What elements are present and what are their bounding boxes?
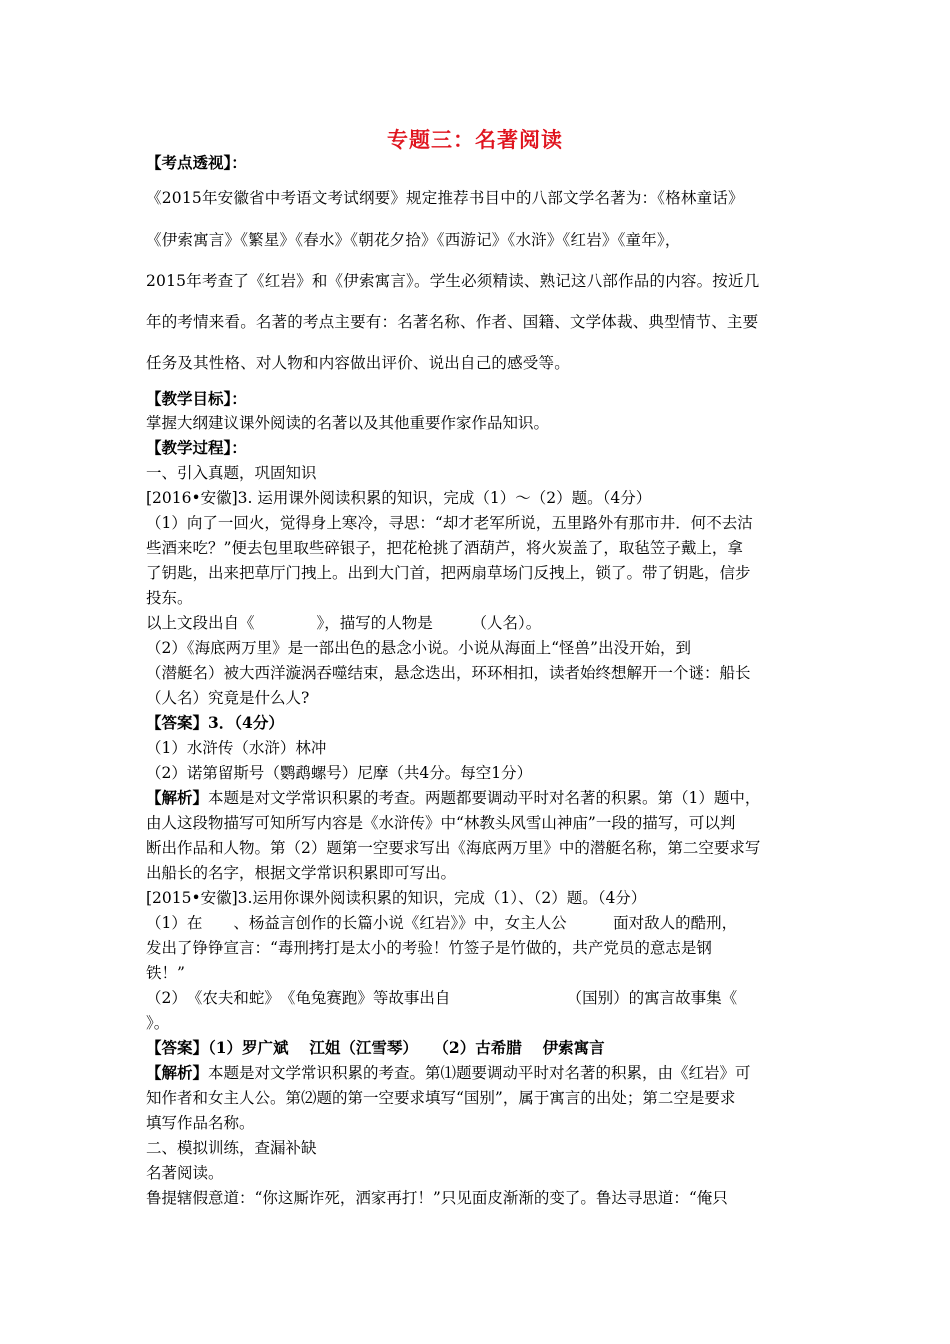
paragraph-line: （人名）究竟是什么人?	[146, 689, 310, 707]
section-heading-exam-points: 【考点透视】：	[146, 153, 247, 172]
question-header-2016: [2016•安徽]3. 运用课外阅读积累的知识，完成（1）～（2）题。（4分）	[146, 489, 652, 507]
inline-heading: 【解析】	[146, 788, 209, 807]
paragraph-line: 《伊索寓言》《繁星》《春水》《朝花夕拾》《西游记》《水浒》《红岩》《童年》，	[146, 231, 681, 249]
analysis-line: 【解析】本题是对文学常识积累的考查。两题都要调动平时对名著的积累。第（1）题中，	[146, 788, 761, 807]
answer-heading: 【答案】3．（4分）	[146, 713, 284, 732]
paragraph-line: 知作者和女主人公。第⑵题的第一空要求填写“国别”，属于寓言的出处；第二空是要求	[146, 1089, 736, 1107]
question-header-2015: [2015•安徽]3.运用你课外阅读积累的知识，完成（1）、（2）题。（4分）	[146, 889, 647, 907]
paragraph-line: 以上文段出自《 》，描写的人物是 （人名）。	[146, 614, 542, 632]
paragraph-line: 了钥匙，出来把草厅门拽上。出到大门首，把两扇草场门反拽上，锁了。带了钥匙，信步	[146, 564, 751, 582]
paragraph-line: （1）向了一回火，觉得身上寒冷，寻思：“却才老军所说，五里路外有那市井．何不去沽	[146, 514, 753, 532]
section-heading-teaching-goals: 【教学目标】：	[146, 389, 247, 408]
paragraph-line: 投东。	[146, 589, 193, 607]
paragraph-line: 年的考情来看。名著的考点主要有：名著名称、作者、国籍、文学体裁、典型情节、主要	[146, 313, 759, 331]
paragraph-line: 二、模拟训练，查漏补缺	[146, 1139, 317, 1157]
paragraph-line: 出船长的名字，根据文学常识积累即可写出。	[146, 864, 457, 882]
paragraph-line: 填写作品名称。	[146, 1114, 255, 1132]
answer-line: 【答案】（1）罗广斌 江姐（江雪琴） （2）古希腊 伊索寓言	[146, 1038, 605, 1057]
paragraph-line: 一、引入真题，巩固知识	[146, 464, 317, 482]
paragraph-line: （2） 《农夫和蛇》 《龟兔赛跑》等故事出自 （国别）的寓言故事集《	[146, 989, 738, 1007]
paragraph-line: 鲁提辖假意道：“你这厮诈死，洒家再打！”只见面皮渐渐的变了。鲁达寻思道：“俺只	[146, 1189, 728, 1207]
paragraph-line: 掌握大纲建议课外阅读的名著以及其他重要作家作品知识。	[146, 414, 550, 432]
paragraph-line: 发出了铮铮宣言：“毒刑拷打是太小的考验！竹签子是竹做的，共产党员的意志是钢	[146, 939, 712, 957]
page-title: 专题三：名著阅读	[387, 128, 563, 152]
paragraph-line: 铁！”	[146, 964, 185, 982]
paragraph-line: 任务及其性格、对人物和内容做出评价、说出自己的感受等。	[146, 354, 570, 372]
paragraph-line: 》。	[146, 1014, 170, 1032]
paragraph-line: （1）水浒传（水浒）林冲	[146, 739, 327, 757]
paragraph-line: （1）在 、杨益言创作的长篇小说《红岩》》中，女主人公 面对敌人的酷刑，	[146, 914, 738, 932]
paragraph-line: （2）《海底两万里》是一部出色的悬念小说。小说从海面上“怪兽”出没开始，到	[146, 639, 691, 657]
paragraph-line: （2）诺第留斯号（鹦鹉螺号）尼摩（共4分。每空1分）	[146, 764, 533, 782]
paragraph-line: 断出作品和人物。第（2）题第一空要求写出《海底两万里》中的潜艇名称，第二空要求写	[146, 839, 761, 857]
inline-heading: 【解析】	[146, 1063, 209, 1082]
paragraph-line: 名著阅读。	[146, 1164, 224, 1182]
analysis-line: 【解析】本题是对文学常识积累的考查。第⑴题要调动平时对名著的积累，由《红岩》可	[146, 1063, 751, 1082]
paragraph-line: 2015年考查了《红岩》和《伊索寓言》。学生必须精读、熟记这八部作品的内容。按近几	[146, 272, 760, 290]
paragraph-line: 些酒来吃？”便去包里取些碎银子，把花枪挑了酒葫芦，将火炭盖了，取毡笠子戴上，拿	[146, 539, 743, 557]
paragraph-line: 《2015年安徽省中考语文考试纲要》规定推荐书目中的八部文学名著为：《格林童话》	[146, 189, 744, 207]
paragraph-line: 由人这段物描写可知所写内容是《水浒传》中“林教头风雪山神庙”一段的描写，可以判	[146, 814, 736, 832]
paragraph-line: （潜艇名）被大西洋漩涡吞噬结束，悬念迭出，环环相扣，读者始终想解开一个谜：船长	[146, 664, 751, 682]
section-heading-teaching-process: 【教学过程】：	[146, 438, 247, 457]
